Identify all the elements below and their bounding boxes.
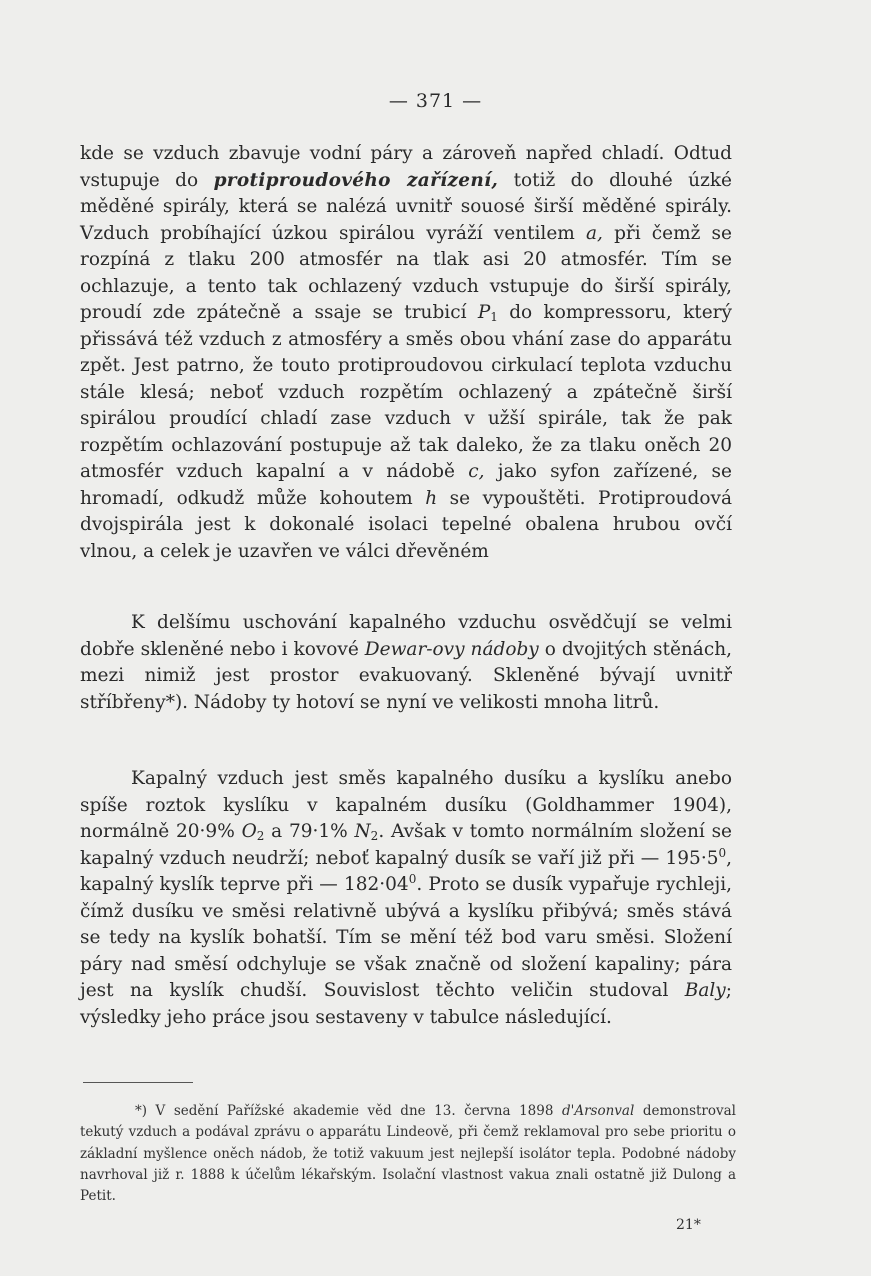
paragraph-1	[80, 141, 732, 565]
paragraph-1-text: kde se vzduch zbavuje vodní páry a zároveň napřed chladí. Odtud vstupuje do protiproudového zařízení, totiž do dlouhé úzké měděné spirály, která se nalézá uvnitř souosé širší měděné spirály. Vzduch probíhající úzkou spirálou vyráží ventilem a, při čemž se rozpíná z tlaku 200 atmosfér na tlak asi 20 atmosfér. Tím se ochlazuje, a tento tak ochlazený vzduch vstupuje do širší spirály, proudí zde zpátečně a ssaje se trubicí $P_1$ do kompressoru, který přissává též vzduch z atmosféry a směs obou vhání zase do apparátu zpět. Jest patrno, že touto protiproudovou cirkulací teplota vzduchu stále klesá; neboť vzduch rozpětím ochlazený a zpátečně širší spirálou proudící chladí zase vzduch v užší spirále, tak že pak rozpětím ochlazování postupuje až tak daleko, že za tlaku oněch 20 atmosfér vzduch kapalní a v nádobě c, jako syfon zařízené, se hromadí, odkudž může kohoutem h se vypouštěti. Protiproudová dvojspirála jest k dokonalé isolaci tepelné obalena hrubou ovčí vlnou, a celek je uzavřen ve válci dřevěném	[80, 143, 733, 562]
page-number: — 371 —	[388, 90, 483, 112]
paragraph-2	[80, 610, 732, 716]
paragraph-3-text: Kapalný vzduch jest směs kapalného dusíku a kyslíku anebo spíše roztok kyslíku v kapalném dusíku (Goldhammer 1904), normálně 20·9% $O_2$ a 79·1% $N_2$. Avšak v tomto normálním složení se kapalný vzduch neudrží; neboť kapalný dusík se vaří již při — $195\cdot 5^0$, kapalný kyslík teprve při — $182\cdot 04^0$. Proto se dusík vypařuje rychleji, čímž dusíku ve směsi relativně ubývá a kyslíku přibývá; směs stává se tedy na kyslík bohatší. Tím se mění též bod varu směsi. Složení páry nad směsí odchyluje se však značně od složení kapaliny; pára jest na kyslík chudší. Souvislost těchto veličin studoval Baly; výsledky jeho práce jsou sestaveny v tabulce následující.	[80, 768, 733, 1028]
signature-mark: 21*	[676, 1217, 701, 1233]
paragraph-3	[80, 766, 732, 1031]
footnote-divider	[83, 1082, 193, 1083]
footnote: *) V sedění Pařížské akademie věd dne 13. června 1898 d'Arsonval demonstroval tekutý vzduch a podával zprávu o apparátu Lindeově, při čemž reklamoval pro sebe prioritu o základní myšlence oněch nádob, že totiž vakuum jest nejlepší isolátor tepla. Podobné nádoby navrhoval již r. 1888 k účelům lékařským. Isolační vlastnost vakua znali ostatně již Dulong a Petit.	[80, 1103, 736, 1205]
paragraph-2-text: K delšímu uschování kapalného vzduchu osvědčují se velmi dobře skleněné nebo i kovové Dewar-ovy nádoby o dvojitých stěnách, mezi nimiž jest prostor evakuovaný. Skleněné bývají uvnitř stříbřeny*). Nádoby ty hotoví se nyní ve velikosti mnoha litrů.	[80, 612, 732, 713]
